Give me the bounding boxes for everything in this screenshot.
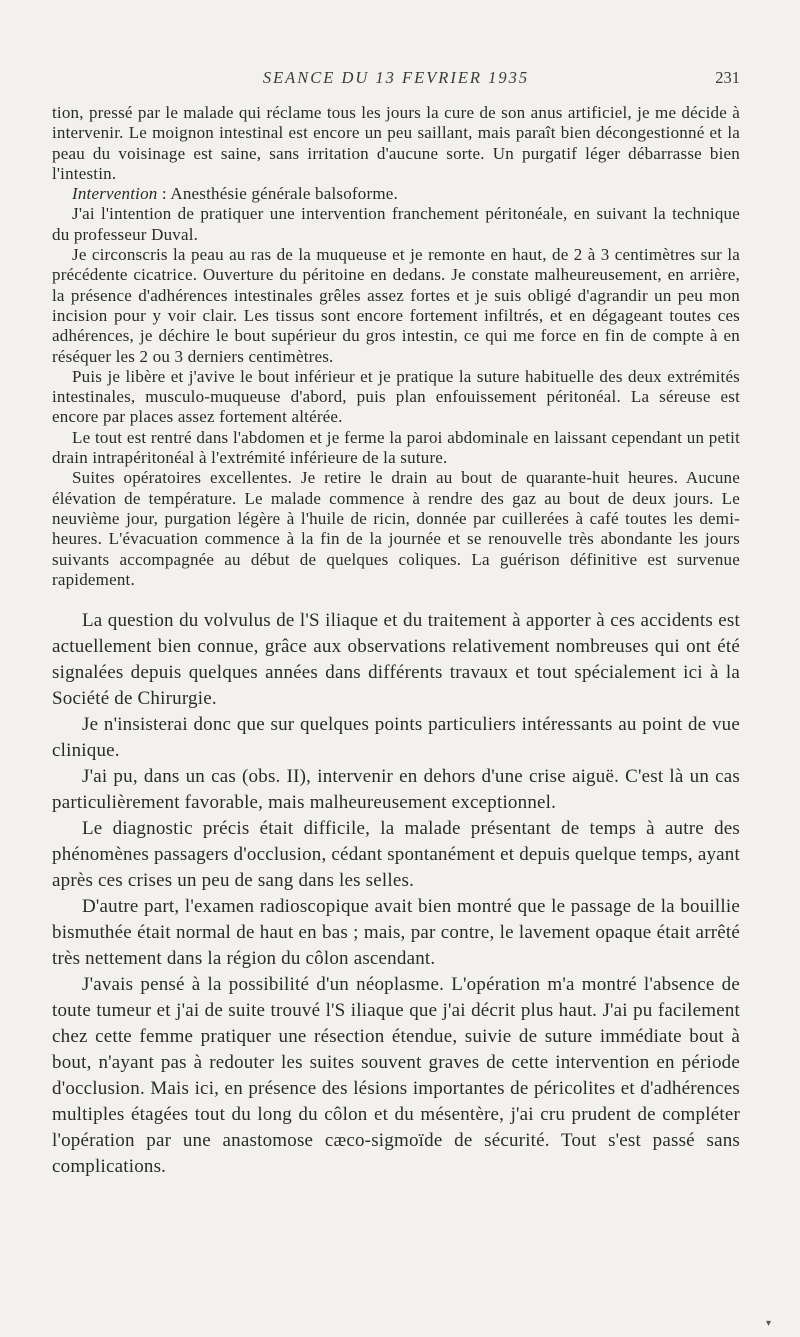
- paragraph: J'avais pensé à la possibilité d'un néoplasme. L'opération m'a montré l'absence de toute tumeur et j'ai de suite trouvé l'S iliaque que j'ai décrit plus haut. J'ai pu facilement chez cette femme pratiquer une résection étendue, suivie de suture immédiate bout à bout, n'ayant pas à redouter les suites souvent graves de cette intervention en période d'occlusion. Mais ici, en présence des lésions importantes de péricolites et d'adhérences multiples étagées tout du long du côlon et du mésentère, j'ai cru prudent de compléter l'opération par une anastomose cæco-sigmoïde de sécurité. Tout s'est passé sans complications.: [52, 974, 740, 1178]
- running-head: SEANCE DU 13 FEVRIER 1935: [262, 68, 530, 87]
- discussion-section: [52, 608, 740, 1180]
- paragraph: Je n'insisterai donc que sur quelques points particuliers intéressants au point de vue clinique.: [52, 714, 740, 762]
- page-header: [52, 68, 740, 96]
- footer-mark: ▾: [766, 1318, 772, 1329]
- intervention-label: Intervention: [72, 184, 158, 204]
- paragraph: J'ai l'intention de pratiquer une intervention franchement péritonéale, en suivant la technique du professeur Duval.: [52, 204, 740, 244]
- intervention-paragraph: [52, 184, 740, 204]
- paragraph: Suites opératoires excellentes. Je retire le drain au bout de quarante-huit heures. Aucune élévation de température. Le malade commence à rendre des gaz au bout de deux jours. Le neuvième jour, purgation légère à l'huile de ricin, donnée par cuillerées à café toutes les demi-heures. L'évacuation commence à la fin de la journée et se renouvelle très abondante les jours suivants accompagnée au début de quelques coliques. La guérison définitive est survenue rapidement.: [52, 468, 740, 589]
- paragraph: Le diagnostic précis était difficile, la malade présentant de temps à autre des phénomènes passagers d'occlusion, cédant spontanément et depuis quelque temps, ayant après ces crises un peu de sang dans les selles.: [52, 818, 740, 892]
- paragraph: La question du volvulus de l'S iliaque et du traitement à apporter à ces accidents est actuellement bien connue, grâce aux observations relativement nombreuses qui ont été signalées depuis quelques années dans différents travaux et tout spécialement ici à la Société de Chirurgie.: [52, 610, 740, 710]
- paragraph: D'autre part, l'examen radioscopique avait bien montré que le passage de la bouillie bismuthée était normal de haut en bas ; mais, par contre, le lavement opaque était arrêté très nettement dans la région du côlon ascendant.: [52, 896, 740, 970]
- paragraph: Je circonscris la peau au ras de la muqueuse et je remonte en haut, de 2 à 3 centimètres sur la précédente cicatrice. Ouverture du péritoine en dedans. Je constate malheureusement, en arrière, la présence d'adhérences intestinales grêles assez fortes et je suis obligé d'agrandir un peu mon incision pour y voir clair. Les tissus sont encore fortement infiltrés, et en dégageant toutes ces adhérences, je déchire le bout supérieur du gros intestin, ce qui me force en fin de compte à en réséquer les 2 ou 3 derniers centimètres.: [52, 245, 740, 366]
- paragraph: J'ai pu, dans un cas (obs. II), intervenir en dehors d'une crise aiguë. C'est là un cas particulièrement favorable, mais malheureusement exceptionnel.: [52, 766, 740, 814]
- page-body: [52, 103, 740, 1180]
- paragraph: Puis je libère et j'avive le bout inférieur et je pratique la suture habituelle des deux extrémités intestinales, musculo-muqueuse d'abord, puis plan enfouissement péritonéal. La séreuse est encore par places assez fortement altérée.: [52, 366, 740, 427]
- paragraph: tion, pressé par le malade qui réclame tous les jours la cure de son anus artificiel, je me décide à intervenir. Le moignon intestinal est encore un peu saillant, mais paraît bien décongestionné et la peau du voisinage est saine, sans irritation d'aucune sorte. Un purgatif léger débarrasse bien l'intestin.: [52, 103, 740, 183]
- paragraph: Le tout est rentré dans l'abdomen et je ferme la paroi abdominale en laissant cependant un petit drain intrapéritonéal à l'extrémité inférieure de la suture.: [52, 427, 740, 468]
- observation-section: [52, 103, 740, 590]
- page-number: 231: [715, 68, 740, 87]
- intervention-text: : Anesthésie générale balsoforme.: [157, 184, 398, 204]
